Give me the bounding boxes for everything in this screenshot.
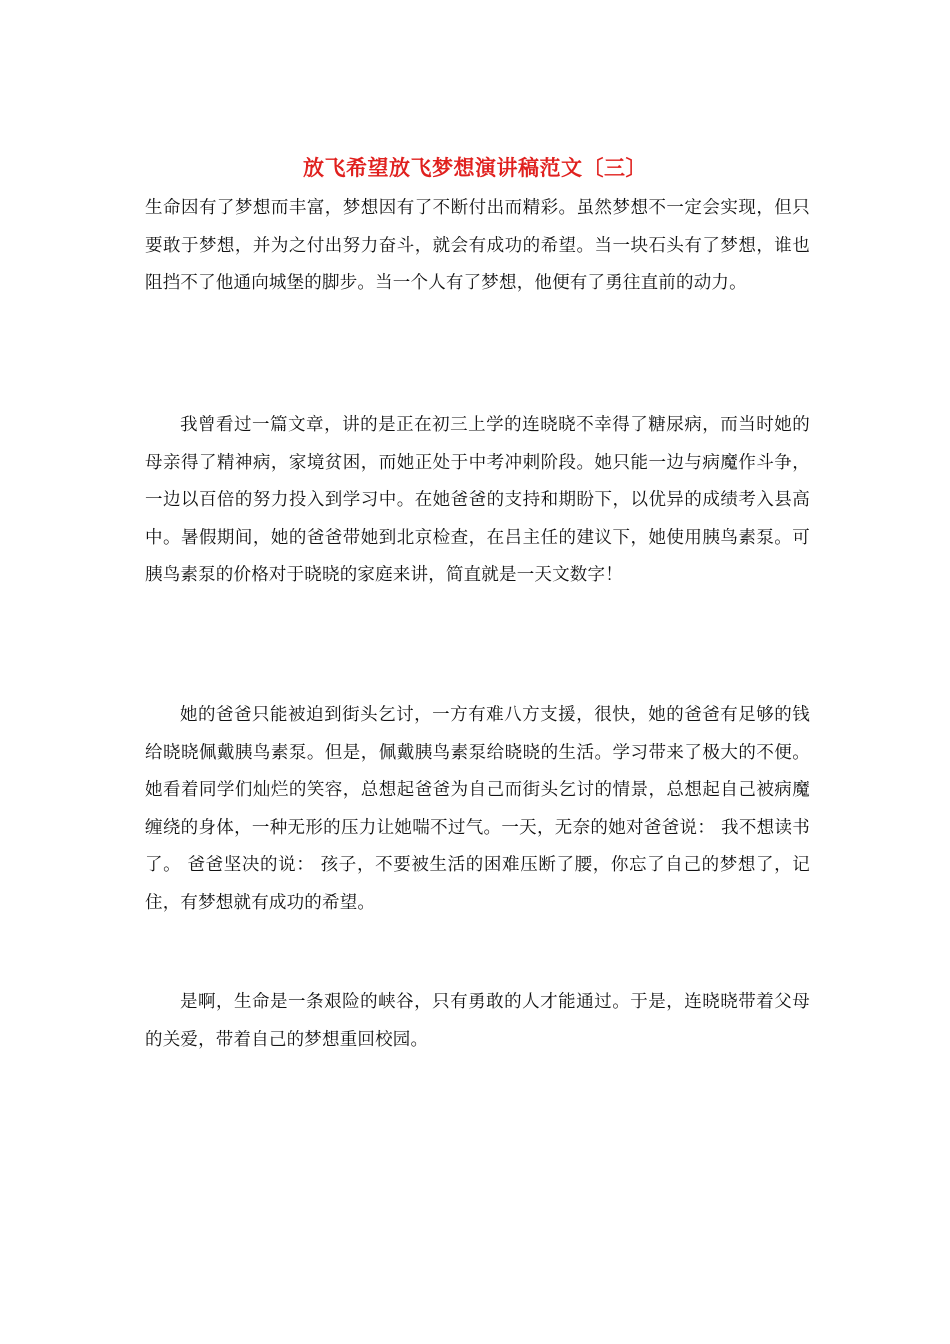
paragraph-2: 我曾看过一篇文章，讲的是正在初三上学的连晓晓不幸得了糖尿病，而当时她的母亲得了精神病，家境贫困，而她正处于中考冲刺阶段。她只能一边与病魔作斗争，一边以百倍的努力投入到学习中。在她爸爸的支持和期盼下，以优异的成绩考入县高中。暑假期间，她的爸爸带她到北京检查，在吕主任的建议下，她使用胰鸟素泵。可胰鸟素泵的价格对于晓晓的家庭来讲，简直就是一天文数字！ <box>145 415 810 585</box>
paragraph-1: 生命因有了梦想而丰富，梦想因有了不断付出而精彩。虽然梦想不一定会实现，但只要敢于梦想，并为之付出努力奋斗，就会有成功的希望。当一块石头有了梦想，谁也阻挡不了他通向城堡的脚步。当一个人有了梦想，他便有了勇往直前的动力。 <box>145 198 810 293</box>
document-title: 放飞希望放飞梦想演讲稿范文〔三〕 <box>303 155 647 180</box>
paragraph-4: 是啊，生命是一条艰险的峡谷，只有勇敢的人才能通过。于是，连晓晓带着父母的关爱，带着自己的梦想重回校园。 <box>145 992 810 1050</box>
paragraph-3: 她的爸爸只能被迫到街头乞讨，一方有难八方支援，很快，她的爸爸有足够的钱给晓晓佩戴胰鸟素泵。但是，佩戴胰鸟素泵给晓晓的生活。学习带来了极大的不便。她看着同学们灿烂的笑容，总想起爸爸为自己而街头乞讨的情景，总想起自己被病魔缠绕的身体，一种无形的压力让她喘不过气。一天，无奈的她对爸爸说： 我不想读书了。 爸爸坚决的说： 孩子，不要被生活的困难压断了腰，你忘了自己的梦想了，记住，有梦想就有成功的希望。 <box>145 705 810 913</box>
